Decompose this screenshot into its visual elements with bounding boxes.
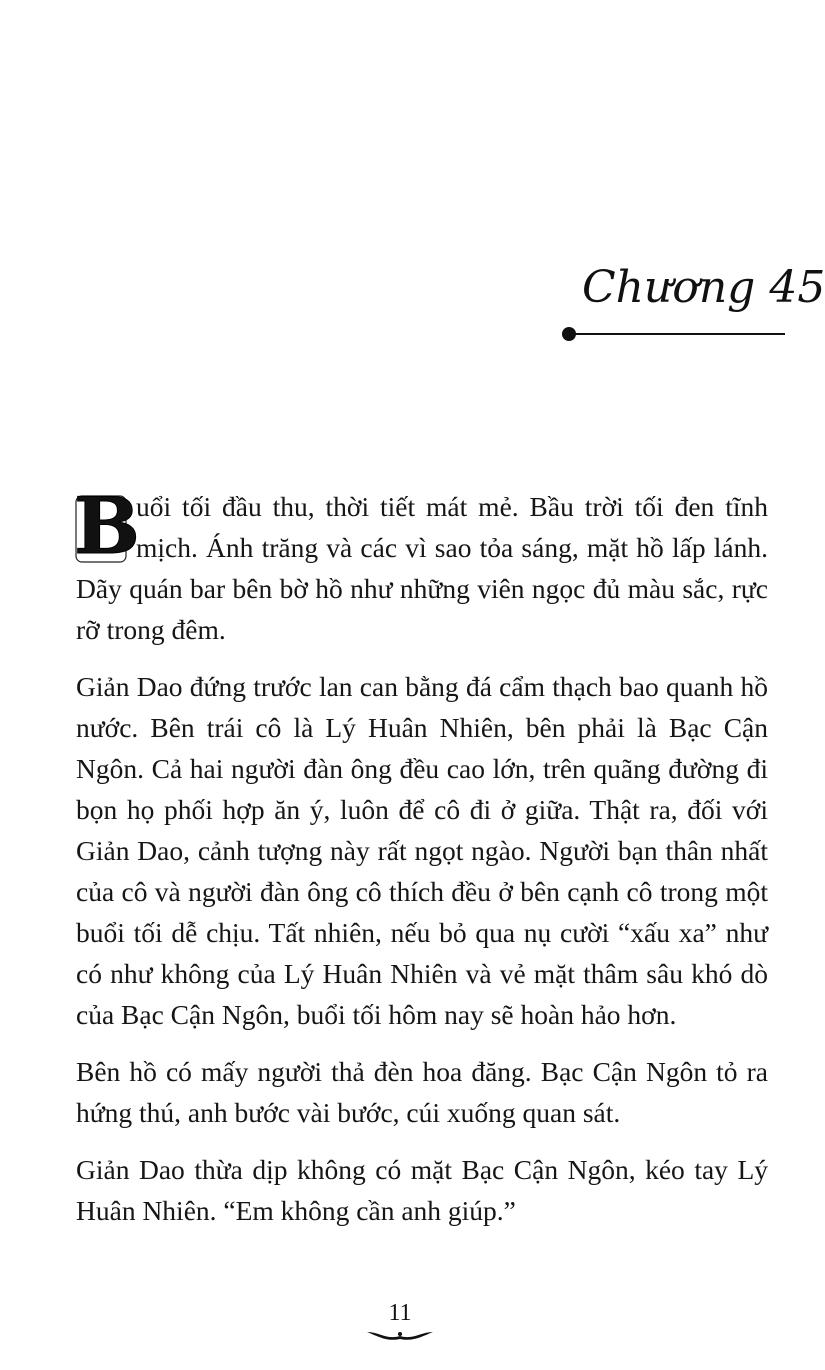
paragraph-3: Bên hồ có mấy người thả đèn hoa đăng. Bạc Cận Ngôn tỏ ra hứng thú, anh bước vài bước, cúi xuống quan sát.	[76, 1056, 768, 1128]
footer-flourish-icon	[365, 1328, 435, 1342]
paragraph-4: Giản Dao thừa dịp không có mặt Bạc Cận Ngôn, kéo tay Lý Huân Nhiên. “Em không cần anh giúp.”	[76, 1154, 768, 1226]
paragraph-1	[74, 481, 768, 650]
chapter-rule-ornament	[560, 324, 785, 344]
chapter-heading	[560, 262, 825, 352]
drop-cap	[74, 481, 140, 572]
paragraph-1-text: uổi tối đầu thu, thời tiết mát mẻ. Bầu trời tối đen tĩnh mịch. Ánh trăng và các vì sao tỏa sáng, mặt hồ lấp lánh. Dãy quán bar bên bờ hồ như những viên ngọc đủ màu sắc, rực rỡ trong đêm.	[76, 491, 768, 645]
chapter-body	[74, 481, 768, 1247]
page-footer	[350, 1300, 450, 1350]
paragraph-2: Giản Dao đứng trước lan can bằng đá cẩm thạch bao quanh hồ nước. Bên trái cô là Lý Huân Nhiên, bên phải là Bạc Cận Ngôn. Cả hai người đàn ông đều cao lớn, trên quãng đường đi bọn họ phối hợp ăn ý, luôn để cô đi ở giữa. Thật ra, đối với Giản Dao, cảnh tượng này rất ngọt ngào. Người bạn thân nhất của cô và người đàn ông cô thích đều ở bên cạnh cô trong một buổi tối dễ chịu. Tất nhiên, nếu bỏ qua nụ cười “xấu xa” như có như không của Lý Huân Nhiên và vẻ mặt thâm sâu khó dò của Bạc Cận Ngôn, buổi tối hôm nay sẽ hoàn hảo hơn.	[76, 671, 768, 1030]
page-number: 11	[388, 1300, 412, 1326]
drop-cap-letter: B	[74, 481, 140, 572]
chapter-title: Chương 45	[582, 262, 825, 313]
